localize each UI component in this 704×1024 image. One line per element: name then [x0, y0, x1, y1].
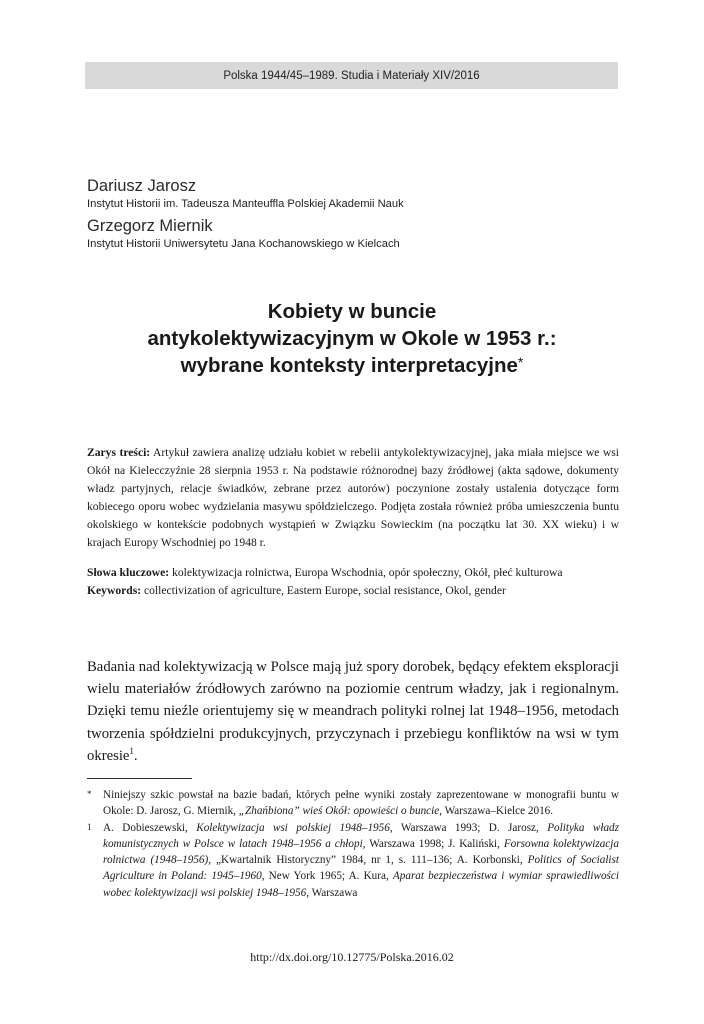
keywords-block	[87, 564, 619, 600]
keywords-polish-label: Słowa kluczowe:	[87, 566, 170, 579]
author-name: Dariusz Jarosz	[87, 177, 197, 195]
footnote-text-part: , Warszawa–Kielce 2016.	[439, 805, 554, 818]
footnote-text	[103, 820, 619, 900]
footnote-title-italic: Forsowna kolektywizacja rolnictwa (1948–1956)	[103, 838, 619, 867]
footnote-mark: *	[87, 789, 92, 799]
footnote-title-italic: Polityka władz komunistycznych w Polsce w latach 1948–1956 a chłopi	[103, 822, 620, 851]
abstract-text: Artykuł zawiera analizę udziału kobiet w rebelii antykolektywizacyjnej, jaka miała miejsce we wsi Okół na Kielecczyźnie 28 sierpnia 1953 r. Na podstawie różnorodnej bazy źródłowej (akta sądowe, dokumenty władz partyjnych, relacje świadków, zebrane przez autorów) poczynione zostały ustalenia dotyczące form kobiecego oporu wobec wydzielania masywu spółdzielczego. Podjęta została również próba umieszczenia buntu okolskiego w kontekście podobnych wystąpień w Związku Sowieckim (na początku lat 30. XX wieku) i w krajach Europy Wschodniej po 1948 r.	[87, 446, 619, 549]
journal-header-text: Polska 1944/45–1989. Studia i Materiały XIV/2016	[223, 69, 480, 82]
keywords-english	[87, 582, 619, 600]
footnote-text-part: , Warszawa	[306, 886, 358, 899]
author-affiliation: Instytut Historii Uniwersytetu Jana Kochanowskiego w Kielcach	[87, 238, 400, 250]
keywords-polish	[87, 564, 619, 582]
journal-header	[85, 62, 618, 89]
body-paragraph	[87, 656, 619, 767]
footnote-star	[87, 787, 619, 819]
footnote-text-part: , Warszawa 1993; D. Jarosz,	[389, 822, 548, 835]
footnote-text	[103, 787, 619, 819]
footnote-text-part: , New York 1965; A. Kura,	[261, 870, 393, 883]
footnote-title-italic: „Zhańbiona” wieś Okół: opowieści o buncie	[238, 805, 440, 818]
body-paragraph-end: .	[133, 747, 138, 764]
author-affiliation: Instytut Historii im. Tadeusza Manteuffla Polskiej Akademii Nauk	[87, 198, 404, 210]
footnote-title-italic: Politics of Socialist Agriculture in Poland: 1945–1960	[103, 854, 619, 883]
footnote-text-part: Niniejszy szkic powstał na bazie badań, których pełne wyniki zostały zaprezentowane w monografii buntu w Okole: D. Jarosz, G. Miernik,	[103, 789, 619, 818]
title-footnote-mark: *	[517, 354, 524, 370]
authors-block	[87, 176, 627, 256]
footnote-mark: 1	[87, 822, 92, 833]
keywords-english-text: collectivization of agriculture, Eastern Europe, social resistance, Okol, gender	[141, 584, 506, 597]
title-line	[60, 352, 644, 379]
footnote-text-part: , Warszawa 1998; J. Kaliński,	[362, 838, 504, 851]
title-line: antykolektywizacyjnym w Okole w 1953 r.:	[147, 327, 557, 350]
footnote-separator	[87, 778, 192, 779]
keywords-english-label: Keywords:	[87, 584, 142, 597]
abstract	[87, 444, 619, 552]
title-line: Kobiety w buncie	[267, 300, 437, 323]
keywords-polish-text: kolektywizacja rolnictwa, Europa Wschodnia, opór społeczny, Okół, płeć kulturowa	[169, 566, 563, 579]
article-title	[60, 298, 644, 379]
footnote-text-part: A. Dobieszewski,	[103, 822, 197, 835]
author-name: Grzegorz Miernik	[87, 217, 213, 235]
footnote-title-italic: Kolektywizacja wsi polskiej 1948–1956	[196, 822, 390, 835]
abstract-label: Zarys treści:	[87, 446, 151, 459]
footnote-reference[interactable]: 1	[129, 745, 134, 756]
doi-link[interactable]: http://dx.doi.org/10.12775/Polska.2016.02	[250, 950, 454, 964]
footnote-title-italic: Aparat bezpieczeństwa i wymiar sprawiedliwości wobec kolektywizacji wsi polskiej 1948–1956	[103, 870, 619, 899]
body-paragraph-text: Badania nad kolektywizacją w Polsce mają już spory dorobek, będący efektem eksploracji wielu materiałów źródłowych zarówno na poziomie centrum władzy, jak i regionalnym. Dzięki temu nieźle orientujemy się w meandrach polityki rolnej lat 1948–1956, metodach tworzenia spółdzielni produkcyjnych, przyczynach i przebiegu konfliktów na wsi w tym okresie	[87, 659, 619, 764]
footnotes	[87, 787, 619, 902]
footnote-1	[87, 820, 619, 900]
footnote-text-part: , „Kwartalnik Historyczny” 1984, nr 1, s. 111–136; A. Korbonski,	[208, 854, 528, 867]
title-line-text: wybrane konteksty interpretacyjne	[180, 354, 518, 377]
